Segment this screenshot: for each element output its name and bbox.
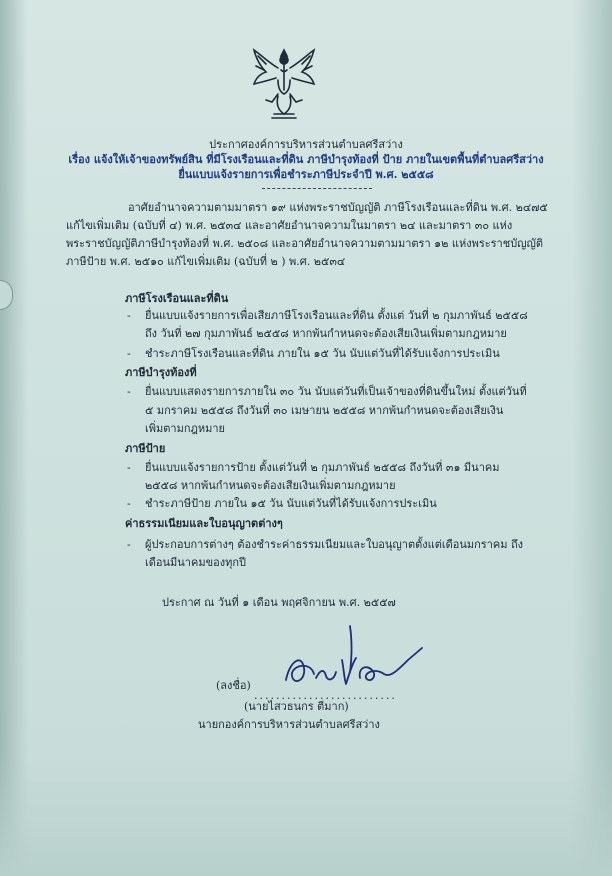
garuda-emblem-icon [248,44,320,122]
signer-position: นายกองค์การบริหารส่วนตำบลศรีสว่าง [198,718,380,731]
section-item-line: ชำระภาษีป้าย ภายใน ๑๕ วัน นับแต่วันที่ได้รับแจ้งการประเมิน [145,497,437,510]
section-title-local-maintenance-tax: ภาษีบำรุงท้องที่ [125,366,197,379]
section-item-line: ยื่นแบบแจ้งรายการเพื่อเสียภาษีโรงเรือนและที่ดิน ตั้งแต่ วันที่ ๒ กุมภาพันธ์ ๒๕๕๘ [145,309,528,322]
section-item-line: ๕ มกราคม ๒๕๕๘ ถึงวันที่ ๓๐ เมษายน ๒๕๕๘ หากพ้นกำหนดจะต้องเสียเงิน [145,404,504,417]
section-title-signboard-tax: ภาษีป้าย [125,442,166,455]
bullet-dash: - [127,461,131,474]
section-item-line: ถึง วันที่ ๒๗ กุมภาพันธ์ ๒๕๕๘ หากพ้นกำหนดจะต้องเสียเงินเพิ่มตามกฎหมาย [145,327,507,340]
handwritten-signature [280,620,430,700]
section-title-fees-licenses: ค่าธรรมเนียมและใบอนุญาตต่างๆ [125,517,283,530]
intro-line: แก้ไขเพิ่มเติม (ฉบับที่ ๔) พ.ศ. ๒๕๓๔ และอาศัยอำนาจความในมาตรา ๒๔ และมาตรา ๓๐ แห่ง [66,219,513,232]
signature-line: .......................... [254,689,397,702]
section-item-line: เพิ่มตามกฎหมาย [145,422,226,435]
header-title: ประกาศองค์การบริหารส่วนตำบลศรีสว่าง [209,138,403,151]
bullet-dash: - [127,538,131,551]
bullet-dash: - [127,385,131,398]
bullet-dash: - [127,347,131,360]
signature-label: (ลงชื่อ) [216,679,251,692]
page-shadow-bottom [0,756,612,876]
intro-line: พระราชบัญญัติภาษีบำรุงท้องที่ พ.ศ. ๒๕๐๘ และอาศัยอำนาจความตามมาตรา ๑๒ แห่งพระราชบัญญัติ [66,237,544,250]
section-item-line: ๒๕๕๘ หากพ้นกำหนดจะต้องเสียเงินเพิ่มตามกฎหมาย [145,479,396,492]
section-title-building-land-tax: ภาษีโรงเรือนและที่ดิน [125,292,229,305]
section-item-line: ผู้ประกอบการต่างๆ ต้องชำระค่าธรรมเนียมและใบอนุญาตตั้งแต่เดือนมกราคม ถึง [145,538,524,551]
section-item-line: ยื่นแบบแจ้งรายการป้าย ตั้งแต่วันที่ ๒ กุมภาพันธ์ ๒๕๕๘ ถึงวันที่ ๓๑ มีนาคม [145,461,500,474]
section-item-line: ยื่นแบบแสดงรายการภายใน ๓๐ วัน นับแต่วันที่เป็นเจ้าของที่ดินขึ้นใหม่ ตั้งแต่วันที่ [145,385,527,398]
section-item-line: เดือนมีนาคมของทุกปี [145,556,246,569]
header-subject: เรื่อง แจ้งให้เจ้าของทรัพย์สิน ที่มีโรงเรือนและที่ดิน ภาษีบำรุงท้องที่ ป้าย ภายในเขตพื้นที่ตำบลศรีสว่าง [68,153,544,166]
page-shadow-left [0,0,28,876]
intro-line: ภาษีป้าย พ.ศ. ๒๕๑๐ แก้ไขเพิ่มเติม (ฉบับที่ ๒ ) พ.ศ. ๒๕๓๔ [66,255,346,268]
page-shadow-right [572,0,612,876]
bullet-dash: - [127,309,131,322]
signer-name: (นายไสวธนกร ตีมาก) [244,700,349,713]
header-subtitle: ยื่นแบบแจ้งรายการเพื่อชำระภาษีประจำปี พ.ศ. ๒๕๕๘ [178,168,434,181]
announcement-date: ประกาศ ณ วันที่ ๑ เดือน พฤศจิกายน พ.ศ. ๒๕๕๗ [162,596,396,609]
intro-line: อาศัยอำนาจความตามมาตรา ๑๙ แห่งพระราชบัญญัติ ภาษีโรงเรือนและที่ดิน พ.ศ. ๒๔๗๕ [128,201,548,214]
section-item-line: ชำระภาษีโรงเรือนและที่ดิน ภายใน ๑๕ วัน นับแต่วันที่ได้รับแจ้งการประเมิน [145,347,500,360]
header-divider [262,188,372,189]
bullet-dash: - [127,497,131,510]
